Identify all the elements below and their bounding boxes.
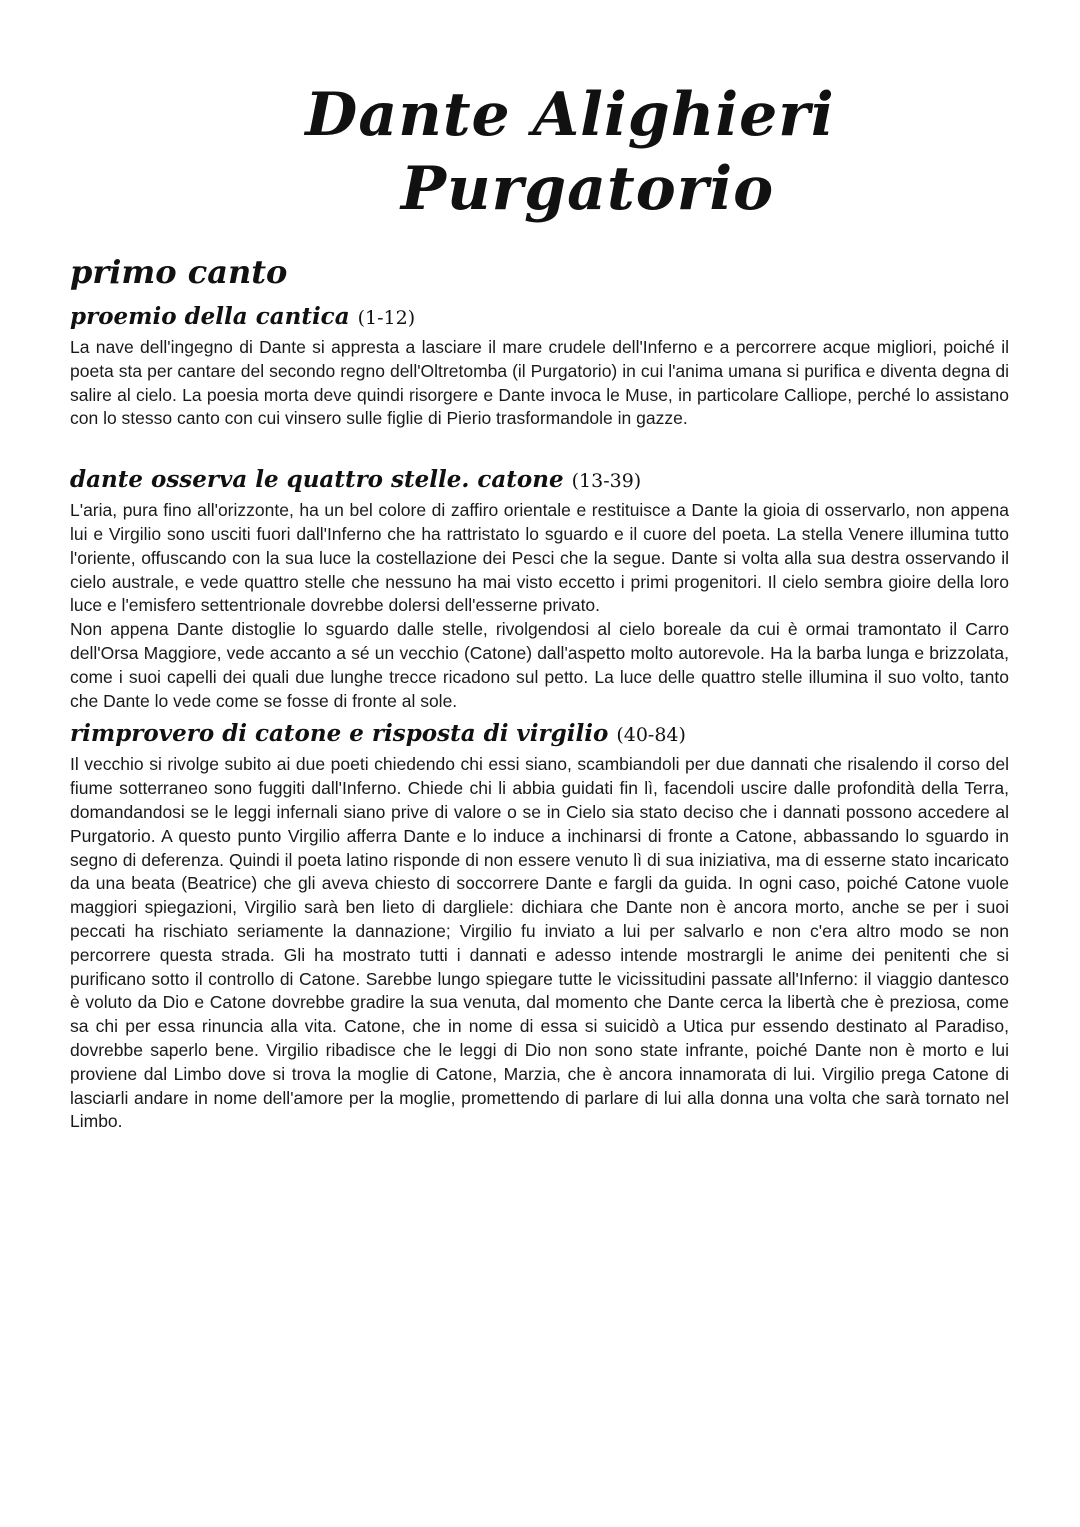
section-rimprovero [70,719,1009,1134]
title-author: Dante Alighieri [305,80,835,150]
section-heading [70,302,1009,333]
verse-range: (40-84) [616,724,686,747]
paragraph: L'aria, pura fino all'orizzonte, ha un bel colore di zaffiro orientale e restituisce a Dante la gioia di osservarlo, non appena lui e Virgilio sono usciti fuori dall'Inferno che ha rattristato lo sguardo e il cuore del poeta. La stella Venere illumina tutto l'oriente, offuscando con la sua luce la costellazione dei Pesci che la segue. Dante si volta alla sua destra osservando il cielo australe, e vede quattro stelle che nessuno ha mai visto eccetto i primi progenitori. Il cielo sembra gioire della loro luce e l'emisfero settentrionale dovrebbe dolersi dell'esserne privato. [70,500,1009,616]
title-cantica: Purgatorio [400,154,775,224]
verse-range: (1-12) [357,307,416,329]
section-quattro-stelle [70,465,1009,713]
canto-heading: primo canto [70,253,288,291]
paragraph: Il vecchio si rivolge subito ai due poeti chiedendo chi essi siano, scambiandoli per due dannati che risalendo il corso del fiume sotterraneo sono fuggiti dall'Inferno. Chiede chi li abbia guidati fin lì, facendoli uscire dalle profondità della Terra, domandandosi se le leggi infernali siano prive di valore o se in Cielo sia stato deciso che i dannati possono accedere al Purgatorio. A questo punto Virgilio afferra Dante e lo induce a inchinarsi di fronte a Catone, abbassando lo sguardo in segno di deferenza. Quindi il poeta latino risponde di non essere venuto lì di sua iniziativa, ma di esserne stato incaricato da una beata (Beatrice) che gli aveva chiesto di soccorrere Dante e fargli da guida. In ogni caso, poiché Catone vuole maggiori spiegazioni, Virgilio sarà ben lieto di dargliele: dichiara che Dante non è ancora morto, anche se per i suoi peccati ha rischiato seriamente la dannazione; Virgilio fu inviato a lui per salvarlo e non c'era altro modo se non percorrere questa strada. Gli ha mostrato tutti i dannati e adesso intende mostrargli le anime dei penitenti che si purificano sotto il controllo di Catone. Sarebbe lungo spiegare tutte le vicissitudini passate all'Inferno: il viaggio dantesco è voluto da Dio e Catone dovrebbe gradire la sua venuta, dal momento che Dante cerca la libertà che è preziosa, come sa chi per essa rinuncia alla vita. Catone, che in nome di essa si suicidò a Utica pur essendo destinato al Paradiso, dovrebbe saperlo bene. Virgilio ribadisce che le leggi di Dio non sono state infrante, poiché Dante non è morto e lui proviene dal Limbo dove si trova la moglie di Catone, Marzia, che è ancora innamorata di lui. Virgilio prega Catone di lasciarli andare in nome dell'amore per la moglie, promettendo di parlare di lui alla donna una volta che sarà tornato nel Limbo. [70,754,1009,1132]
section-title: proemio della cantica [70,303,350,330]
document-title [0,78,1080,226]
paragraph: Non appena Dante distoglie lo sguardo dalle stelle, rivolgendosi al cielo boreale da cui è ormai tramontato il Carro dell'Orsa Maggiore, vede accanto a sé un vecchio (Catone) dall'aspetto molto autorevole. Ha la barba lunga e brizzolata, come i suoi capelli dei quali due lunghe trecce ricadono sul petto. La luce delle quattro stelle illumina il suo volto, tanto che Dante lo vede come se fosse di fronte al sole. [70,619,1009,711]
section-title: dante osserva le quattro stelle. catone [70,466,564,494]
section-heading [70,719,1009,750]
verse-range: (13-39) [571,470,642,493]
section-title: rimprovero di catone e risposta di virgilio [70,720,609,748]
paragraph: La nave dell'ingegno di Dante si appresta a lasciare il mare crudele dell'Inferno e a percorrere acque migliori, poiché il poeta sta per cantare del secondo regno dell'Oltretomba (il Purgatorio) in cui l'anima umana si purifica e diventa degna di salire al cielo. La poesia morta deve quindi risorgere e Dante invoca le Muse, in particolare Calliope, perché lo assistano con lo stesso canto con cui vinsero sulle figlie di Pierio trasformandole in gazze. [70,337,1009,429]
section-proemio [70,302,1009,431]
section-heading [70,465,1009,496]
document-body [70,250,1009,1134]
